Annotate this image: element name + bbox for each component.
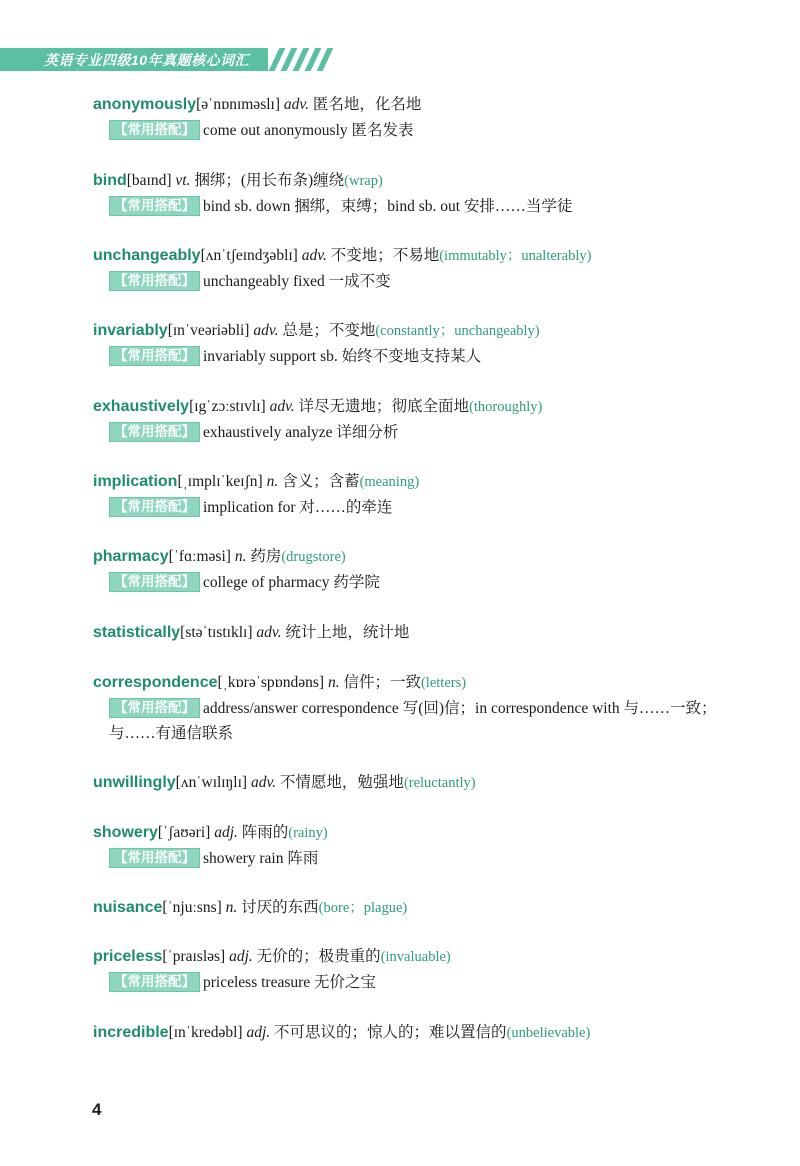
headword: anonymously bbox=[93, 96, 197, 113]
collocation-text: invariably support sb. 始终不变地支持某人 bbox=[203, 348, 482, 365]
synonyms: (thoroughly) bbox=[469, 399, 543, 415]
part-of-speech: adv. bbox=[250, 774, 277, 791]
meaning: 阵雨的 bbox=[241, 824, 289, 841]
vocab-entry bbox=[93, 170, 760, 219]
vocab-entry bbox=[93, 622, 760, 644]
headword: unwillingly bbox=[93, 774, 176, 791]
phonetic: [baɪnd] bbox=[126, 172, 172, 189]
meaning: 详尽无遗地；彻底全面地 bbox=[298, 398, 470, 415]
header-title: 英语专业四级10年真题核心词汇 bbox=[44, 51, 250, 68]
synonyms: (constantly；unchangeably) bbox=[375, 323, 540, 339]
entry-headline bbox=[93, 170, 760, 192]
headword: implication bbox=[93, 473, 178, 490]
vocab-entry bbox=[93, 320, 760, 369]
phonetic: [ʌnˈtʃeɪndʒəblɪ] bbox=[200, 247, 298, 264]
header-bar bbox=[0, 48, 268, 71]
headword: incredible bbox=[93, 1024, 169, 1041]
collocation-tag: 【常用搭配】 bbox=[109, 497, 200, 517]
collocation-tag: 【常用搭配】 bbox=[109, 271, 200, 291]
vocab-entry bbox=[93, 396, 760, 445]
headword: nuisance bbox=[93, 899, 163, 916]
entry-headline bbox=[93, 622, 760, 644]
vocab-entry bbox=[93, 772, 760, 794]
entry-headline bbox=[93, 672, 760, 694]
collocation-line bbox=[109, 570, 760, 595]
meaning: 信件；一致 bbox=[343, 674, 421, 691]
phonetic: [ˈnjuːsns] bbox=[162, 899, 222, 916]
meaning: 统计上地，统计地 bbox=[285, 624, 410, 641]
vocab-entry bbox=[93, 822, 760, 871]
part-of-speech: adv. bbox=[253, 322, 279, 339]
collocation-tag: 【常用搭配】 bbox=[109, 848, 200, 868]
meaning: 不情愿地，勉强地 bbox=[279, 774, 404, 791]
entry-headline bbox=[93, 897, 760, 919]
collocation-line bbox=[109, 970, 760, 995]
meaning: 讨厌的东西 bbox=[241, 899, 319, 916]
phonetic: [əˈnɒnɪməslɪ] bbox=[196, 96, 280, 113]
part-of-speech: n. bbox=[266, 473, 279, 490]
phonetic: [ˈʃaʊəri] bbox=[157, 824, 211, 841]
collocation-line bbox=[109, 269, 760, 294]
phonetic: [ɪnˈveəriəbli] bbox=[167, 322, 250, 339]
collocation-text: priceless treasure 无价之宝 bbox=[203, 974, 377, 991]
collocation-tag: 【常用搭配】 bbox=[109, 120, 200, 140]
meaning: 匿名地，化名地 bbox=[312, 96, 422, 113]
synonyms: (drugstore) bbox=[281, 549, 346, 565]
collocation-tag: 【常用搭配】 bbox=[109, 422, 200, 442]
page-number: 4 bbox=[92, 1100, 102, 1119]
headword: correspondence bbox=[93, 674, 218, 691]
part-of-speech: n. bbox=[225, 899, 238, 916]
meaning: 含义；含蓄 bbox=[282, 473, 360, 490]
synonyms: (letters) bbox=[420, 675, 467, 691]
vocab-entry bbox=[93, 94, 760, 143]
synonyms: (rainy) bbox=[288, 825, 328, 841]
entry-headline bbox=[93, 471, 760, 493]
part-of-speech: adj. bbox=[246, 1024, 271, 1041]
meaning: 不变地；不易地 bbox=[330, 247, 440, 264]
phonetic: [ˌkɒrəˈspɒndəns] bbox=[217, 674, 325, 691]
part-of-speech: n. bbox=[327, 674, 340, 691]
part-of-speech: adj. bbox=[214, 824, 238, 841]
vocab-entry bbox=[93, 946, 760, 995]
collocation-text: address/answer correspondence 写(回)信；in correspondence with 与……一致；与……有通信联系 bbox=[109, 700, 717, 742]
vocab-entry bbox=[93, 546, 760, 595]
collocation-line bbox=[109, 696, 760, 746]
entry-headline bbox=[93, 320, 760, 342]
vocab-entry bbox=[93, 245, 760, 294]
part-of-speech: adv. bbox=[269, 398, 295, 415]
synonyms: (meaning) bbox=[359, 474, 420, 490]
collocation-line bbox=[109, 194, 760, 219]
collocation-line bbox=[109, 420, 760, 445]
vocab-entry bbox=[93, 897, 760, 919]
entry-headline bbox=[93, 822, 760, 844]
vocab-entry bbox=[93, 672, 760, 746]
part-of-speech: vt. bbox=[175, 172, 191, 189]
headword: priceless bbox=[93, 948, 163, 965]
collocation-text: implication for 对……的牵连 bbox=[203, 499, 393, 516]
running-header bbox=[0, 48, 340, 71]
collocation-text: come out anonymously 匿名发表 bbox=[203, 122, 414, 139]
synonyms: (reluctantly) bbox=[403, 775, 476, 791]
synonyms: (immutably；unalterably) bbox=[439, 248, 592, 264]
collocation-text: unchangeably fixed 一成不变 bbox=[203, 273, 391, 290]
headword: unchangeably bbox=[93, 247, 201, 264]
synonyms: (bore；plague) bbox=[318, 900, 408, 916]
meaning: 无价的；极贵重的 bbox=[256, 948, 381, 965]
headword: exhaustively bbox=[93, 398, 190, 415]
collocation-tag: 【常用搭配】 bbox=[109, 972, 200, 992]
phonetic: [ˈpraɪsləs] bbox=[162, 948, 226, 965]
phonetic: [stəˈtɪstɪklɪ] bbox=[180, 624, 253, 641]
meaning: 药房 bbox=[250, 548, 282, 565]
entry-headline bbox=[93, 1022, 760, 1044]
meaning: 捆绑；(用长布条)缠绕 bbox=[194, 172, 345, 189]
entry-headline bbox=[93, 946, 760, 968]
entry-headline bbox=[93, 546, 760, 568]
phonetic: [ɪgˈzɔːstɪvlɪ] bbox=[189, 398, 266, 415]
collocation-line bbox=[109, 118, 760, 143]
collocation-tag: 【常用搭配】 bbox=[109, 698, 200, 718]
part-of-speech: n. bbox=[234, 548, 247, 565]
collocation-text: showery rain 阵雨 bbox=[203, 850, 319, 867]
headword: statistically bbox=[93, 624, 181, 641]
part-of-speech: adj. bbox=[229, 948, 253, 965]
phonetic: [ˌɪmplɪˈkeɪʃn] bbox=[177, 473, 263, 490]
part-of-speech: adv. bbox=[283, 96, 309, 113]
collocation-line bbox=[109, 846, 760, 871]
part-of-speech: adv. bbox=[256, 624, 282, 641]
entry-headline bbox=[93, 94, 760, 116]
synonyms: (unbelievable) bbox=[506, 1025, 591, 1041]
collocation-text: college of pharmacy 药学院 bbox=[203, 574, 380, 591]
phonetic: [ʌnˈwɪlɪŋlɪ] bbox=[175, 774, 248, 791]
vocab-entry bbox=[93, 1022, 760, 1044]
collocation-tag: 【常用搭配】 bbox=[109, 346, 200, 366]
phonetic: [ˈfɑːməsi] bbox=[168, 548, 231, 565]
headword: invariably bbox=[93, 322, 168, 339]
entry-headline bbox=[93, 245, 760, 267]
collocation-tag: 【常用搭配】 bbox=[109, 572, 200, 592]
collocation-line bbox=[109, 495, 760, 520]
headword: bind bbox=[93, 172, 127, 189]
headword: pharmacy bbox=[93, 548, 169, 565]
meaning: 不可思议的；惊人的；难以置信的 bbox=[274, 1024, 507, 1041]
collocation-text: bind sb. down 捆绑，束缚；bind sb. out 安排……当学徒 bbox=[203, 198, 573, 215]
synonyms: (wrap) bbox=[344, 173, 383, 189]
meaning: 总是；不变地 bbox=[282, 322, 376, 339]
entry-headline bbox=[93, 772, 760, 794]
entry-headline bbox=[93, 396, 760, 418]
header-stripes bbox=[274, 48, 334, 71]
headword: showery bbox=[93, 824, 158, 841]
collocation-tag: 【常用搭配】 bbox=[109, 196, 200, 216]
vocab-entry bbox=[93, 471, 760, 520]
collocation-line bbox=[109, 344, 760, 369]
synonyms: (invaluable) bbox=[380, 949, 451, 965]
collocation-text: exhaustively analyze 详细分析 bbox=[203, 424, 399, 441]
part-of-speech: adv. bbox=[301, 247, 327, 264]
phonetic: [ɪnˈkredəbl] bbox=[168, 1024, 243, 1041]
